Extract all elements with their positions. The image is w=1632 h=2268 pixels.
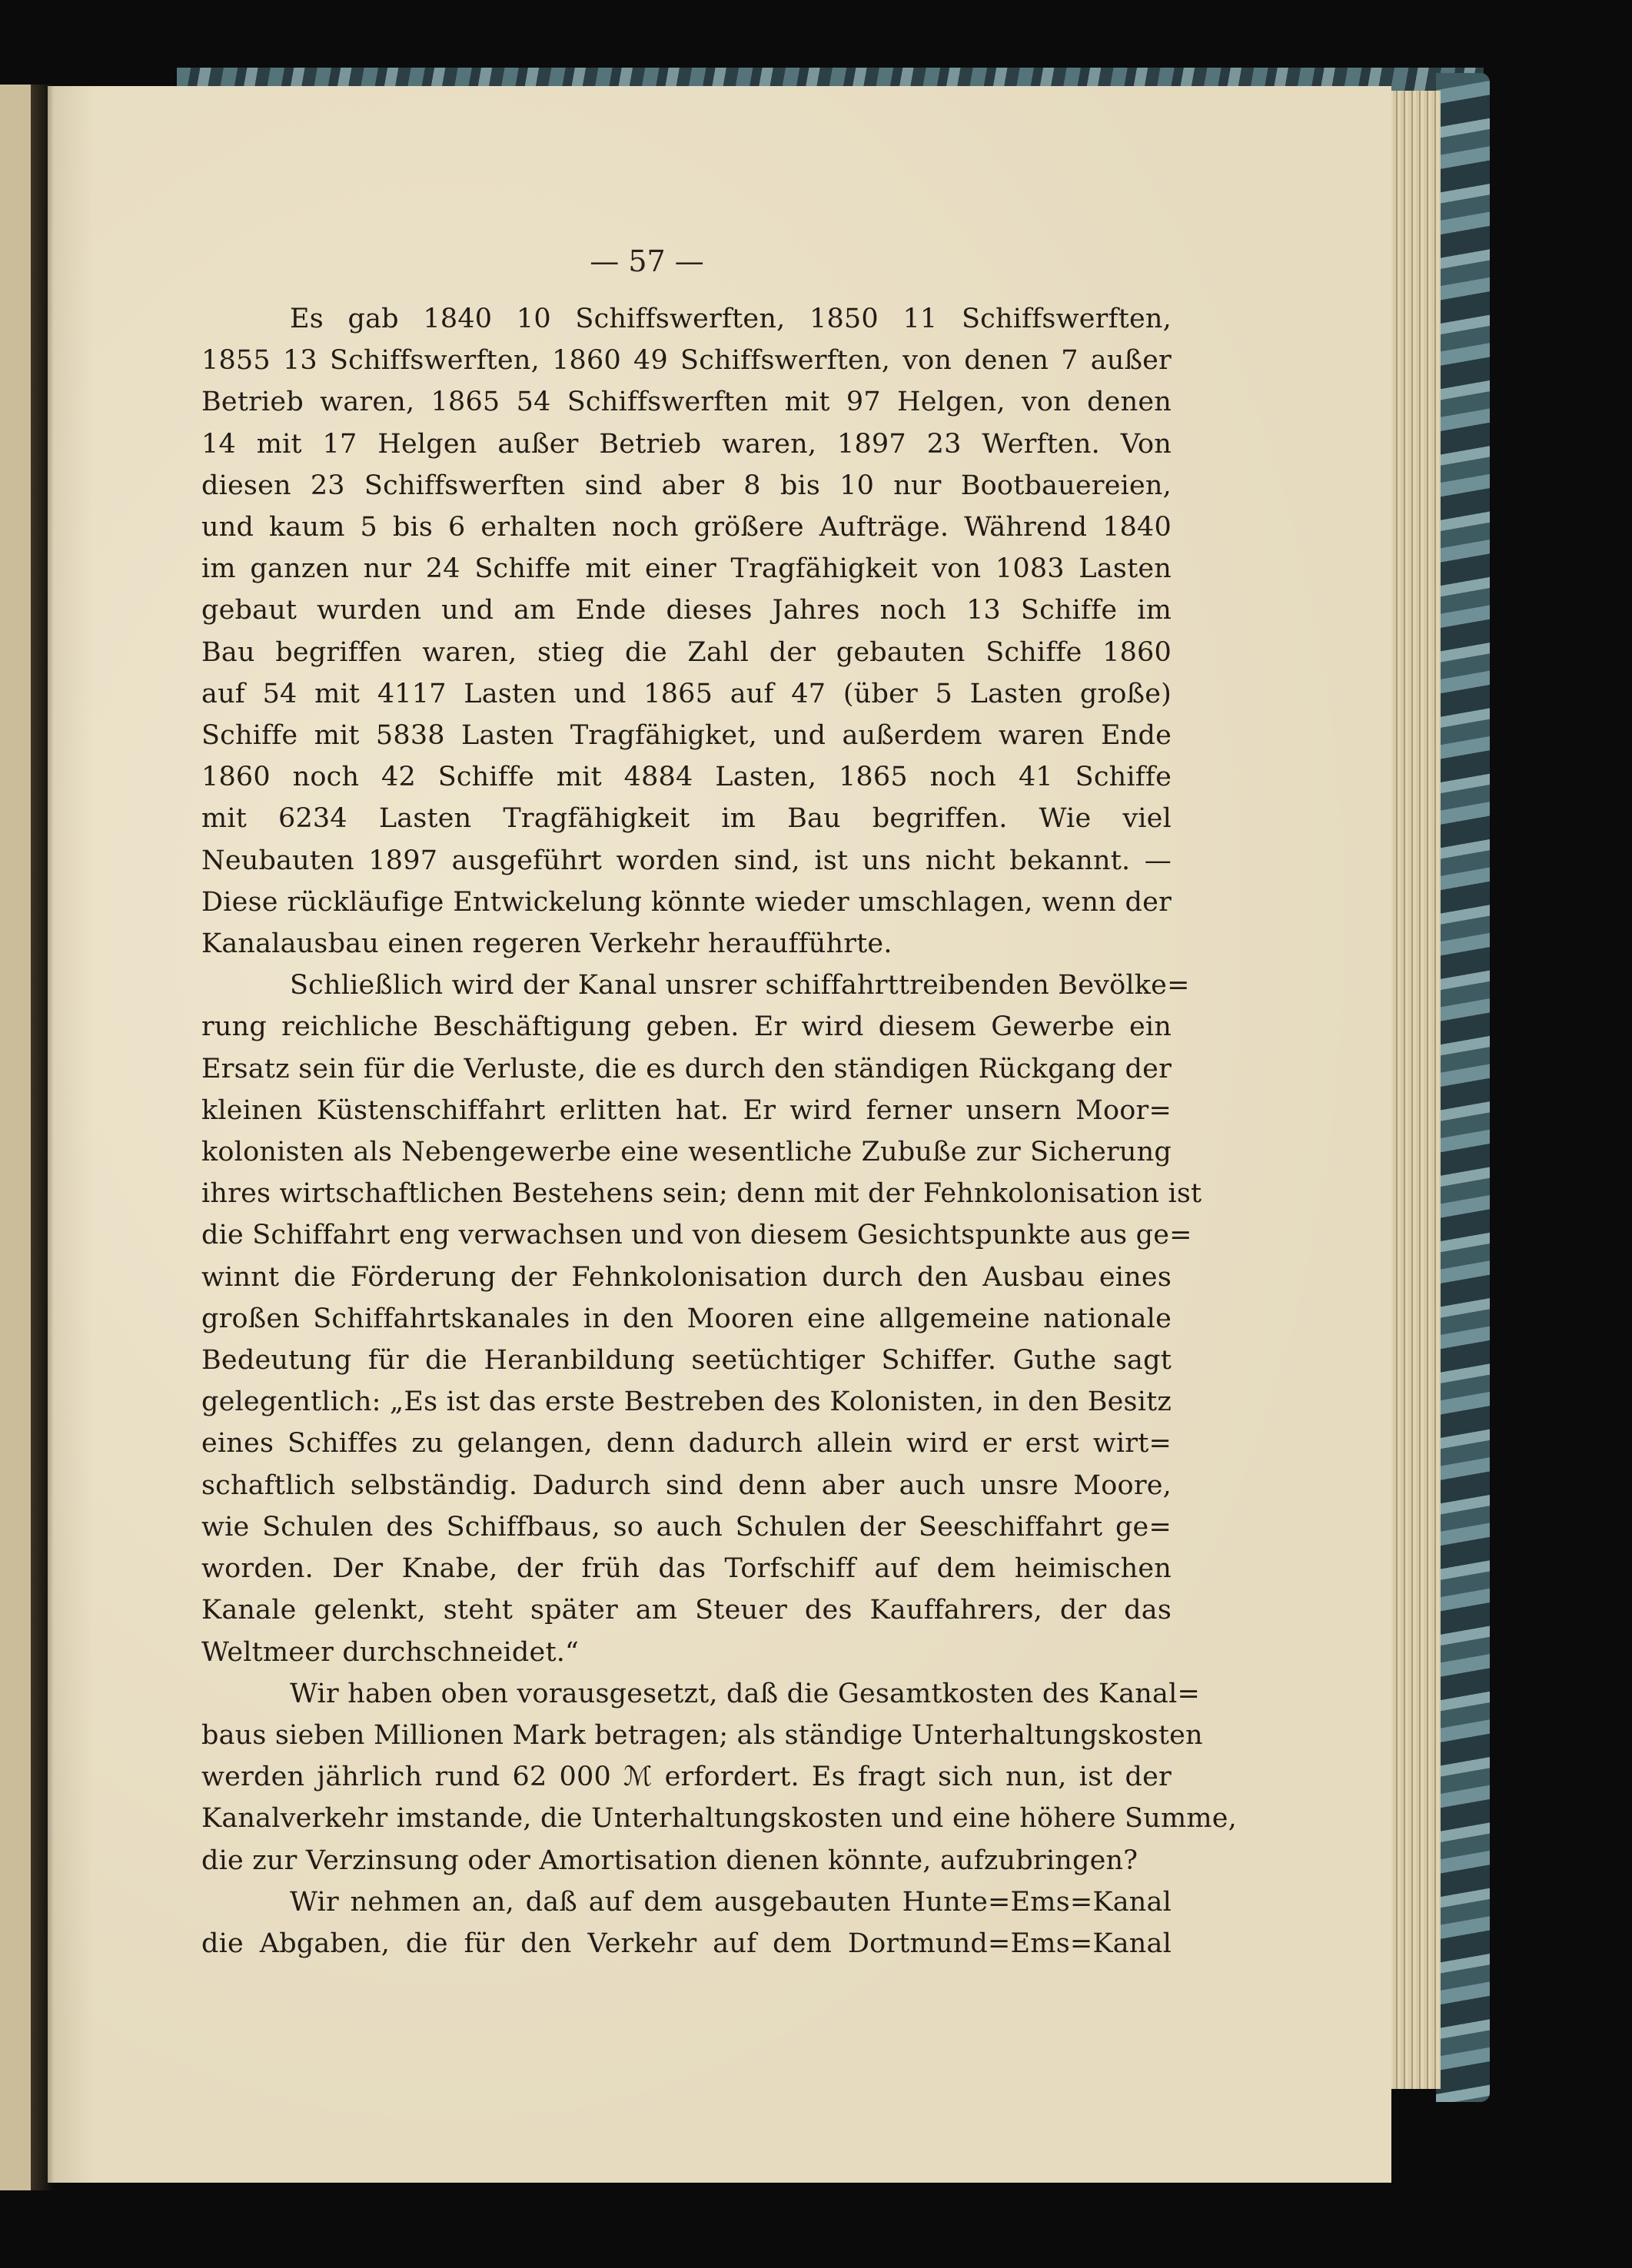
page-number: — 57 — — [590, 244, 704, 278]
text-line: schaftlich selbständig. Dadurch sind denn aber auch unsre Moore, — [201, 1469, 1172, 1501]
page-stack-edges — [1385, 91, 1441, 2089]
text-line: die Schiffahrt eng verwachsen und von diesem Gesichtspunkte aus ge= — [201, 1220, 1192, 1251]
text-line: Kanalausbau einen regeren Verkehr heraufführte. — [201, 928, 892, 960]
text-line: 1855 13 Schiffswerften, 1860 49 Schiffswerften, von denen 7 außer — [201, 345, 1172, 377]
gutter-shadow — [31, 85, 54, 2190]
marbled-cover-right-edge — [1436, 73, 1490, 2102]
text-line: Diese rückläufige Entwickelung könnte wieder umschlagen, wenn der — [201, 886, 1172, 918]
text-line: 14 mit 17 Helgen außer Betrieb waren, 1897 23 Werften. Von — [201, 428, 1172, 460]
body-text — [201, 298, 1237, 1964]
text-line: Ersatz sein für die Verluste, die es durch den ständigen Rückgang der — [201, 1053, 1172, 1084]
text-line: großen Schiffahrtskanales in den Mooren eine allgemeine nationale — [201, 1303, 1172, 1334]
text-line: Wir nehmen an, daß auf dem ausgebauten Hunte=Ems=Kanal — [290, 1886, 1172, 1918]
verso-page-edge — [0, 85, 31, 2190]
text-line: Schließlich wird der Kanal unsrer schiffahrttreibenden Bevölke= — [290, 970, 1190, 1001]
text-line: Wir haben oben vorausgesetzt, daß die Gesamtkosten des Kanal= — [290, 1678, 1201, 1709]
text-line: Bau begriffen waren, stieg die Zahl der gebauten Schiffe 1860 — [201, 636, 1172, 668]
text-line: kleinen Küstenschiffahrt erlitten hat. Er wird ferner unsern Moor= — [201, 1094, 1172, 1126]
text-line: und kaum 5 bis 6 erhalten noch größere Aufträge. Während 1840 — [201, 512, 1172, 543]
text-line: gelegentlich: „Es ist das erste Bestreben des Kolonisten, in den Besitz — [201, 1386, 1172, 1418]
text-line: rung reichliche Beschäftigung geben. Er wird diesem Gewerbe ein — [201, 1011, 1172, 1043]
text-line: gebaut wurden und am Ende dieses Jahres noch 13 Schiffe im — [201, 595, 1172, 626]
text-line: ihres wirtschaftlichen Bestehens sein; denn mit der Fehnkolonisation ist — [201, 1178, 1202, 1210]
text-line: winnt die Förderung der Fehnkolonisation durch den Ausbau eines — [201, 1261, 1172, 1293]
text-line: Schiffe mit 5838 Lasten Tragfähigket, und außerdem waren Ende — [201, 720, 1172, 752]
text-line: Betrieb waren, 1865 54 Schiffswerften mit 97 Helgen, von denen — [201, 387, 1172, 418]
text-line: 1860 noch 42 Schiffe mit 4884 Lasten, 1865 noch 41 Schiffe — [201, 762, 1172, 793]
text-line: wie Schulen des Schiffbaus, so auch Schulen der Seeschiffahrt ge= — [201, 1511, 1172, 1542]
text-line: eines Schiffes zu gelangen, denn dadurch allein wird er erst wirt= — [201, 1428, 1172, 1459]
text-line: im ganzen nur 24 Schiffe mit einer Tragfähigkeit von 1083 Lasten — [201, 553, 1172, 585]
text-line: mit 6234 Lasten Tragfähigkeit im Bau begriffen. Wie viel — [201, 803, 1172, 835]
text-line: diesen 23 Schiffswerften sind aber 8 bis 10 nur Bootbauereien, — [201, 470, 1172, 501]
text-line: die zur Verzinsung oder Amortisation dienen könnte, aufzubringen? — [201, 1845, 1138, 1876]
text-line: werden jährlich rund 62 000 ℳ erfordert. Es fragt sich nun, ist der — [201, 1762, 1172, 1793]
text-line: baus sieben Millionen Mark betragen; als ständige Unterhaltungskosten — [201, 1719, 1203, 1751]
text-line: Kanale gelenkt, steht später am Steuer des Kauffahrers, der das — [201, 1595, 1172, 1626]
text-line: Es gab 1840 10 Schiffswerften, 1850 11 Schiffswerften, — [290, 304, 1172, 334]
text-line: Bedeutung für die Heranbildung seetüchtiger Schiffer. Guthe sagt — [201, 1345, 1172, 1376]
text-line: Weltmeer durchschneidet.“ — [201, 1636, 580, 1668]
text-line: Neubauten 1897 ausgeführt worden sind, ist uns nicht bekannt. — — [201, 845, 1172, 876]
text-line: auf 54 mit 4117 Lasten und 1865 auf 47 (über 5 Lasten große) — [201, 678, 1172, 709]
text-line: worden. Der Knabe, der früh das Torfschiff auf dem heimischen — [201, 1553, 1172, 1585]
text-line: Kanalverkehr imstande, die Unterhaltungskosten und eine höhere Summe, — [201, 1803, 1237, 1835]
text-line: die Abgaben, die für den Verkehr auf dem Dortmund=Ems=Kanal — [201, 1928, 1172, 1959]
text-line: kolonisten als Nebengewerbe eine wesentliche Zubuße zur Sicherung — [201, 1137, 1172, 1168]
